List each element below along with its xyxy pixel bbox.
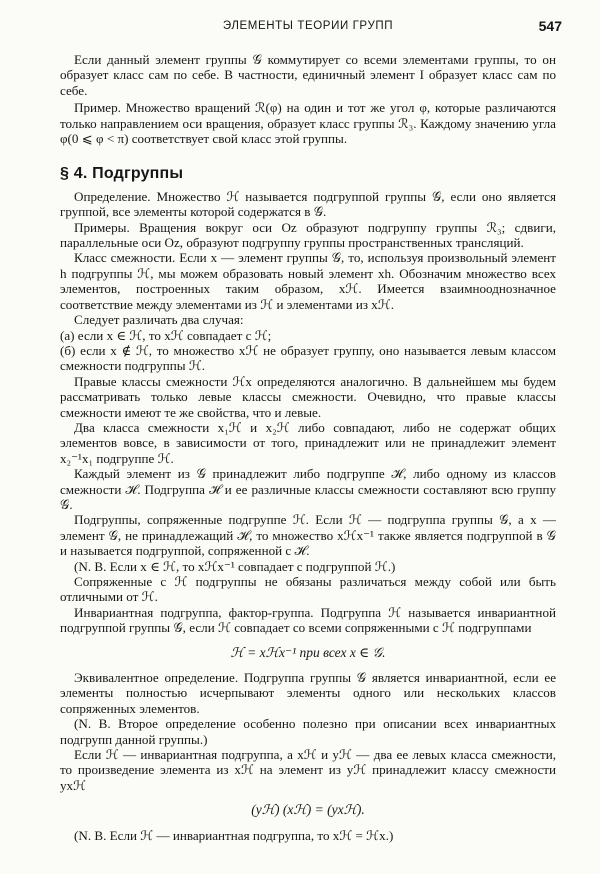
paragraph: (N. B. Второе определение особенно полезно при описании всех инвариантных подгрупп данной группы.) bbox=[60, 716, 556, 747]
paragraph: Каждый элемент из 𝒢 принадлежит либо подгруппе ℋ, либо одному из классов смежности ℋ. Подгруппа ℋ и ее различные классы смежности составляют всю группу 𝒢. bbox=[60, 466, 556, 512]
paragraph: Если ℋ — инвариантная подгруппа, а xℋ и yℋ — два ее левых класса смежности, то произведение элемента из xℋ на элемент из yℋ принадлежит классу смежности yxℋ bbox=[60, 747, 556, 793]
running-title: ЭЛЕМЕНТЫ ТЕОРИИ ГРУПП bbox=[222, 20, 394, 32]
paragraph: Сопряженные с ℋ подгруппы не обязаны различаться между собой или быть отличными от ℋ. bbox=[60, 574, 556, 605]
paragraph: Следует различать два случая: bbox=[74, 312, 244, 328]
paragraph: Примеры. Вращения вокруг оси Oz образуют подгруппу группы ℛ₃; сдвиги, параллельные оси Oz, образуют подгруппу группы пространственных трансляций. bbox=[60, 219, 556, 251]
paragraph: Эквивалентное определение. Подгруппа группы 𝒢 является инвариантной, если ее элементы полностью исчерпывают элементы одного или нескольких классов сопряженных элементов. bbox=[60, 670, 556, 716]
paragraph: Если данный элемент группы 𝒢 коммутирует со всеми элементами группы, то он образует класс сам по себе. В частности, единичный элемент I образует класс сам по себе. bbox=[60, 52, 556, 98]
formula: ℋ = xℋx⁻¹ при всех x ∈ 𝒢. bbox=[230, 644, 386, 660]
paragraph: Пример. Множество вращений ℛ(φ) на один и тот же угол φ, которые различаются только направлением оси вращения, образует класс группы ℛ₃. Каждому значению угла φ(0 ⩽ φ < π) соответствует свой класс этой группы. bbox=[60, 100, 556, 147]
paragraph: Правые классы смежности ℋx определяются аналогично. В дальнейшем мы будем рассматривать только левые классы смежности. Очевидно, что правые классы смежности имеют те же свойства, что и левые. bbox=[60, 373, 556, 420]
running-header bbox=[60, 18, 562, 40]
section-heading: § 4. Подгруппы bbox=[60, 165, 184, 183]
paragraph: (N. B. Если ℋ — инвариантная подгруппа, то xℋ = ℋx.) bbox=[74, 827, 394, 843]
paragraph: Подгруппы, сопряженные подгруппе ℋ. Если ℋ — подгруппа группы 𝒢, а x — элемент 𝒢, не принадлежащий ℋ, то множество xℋx⁻¹ также является подгруппой в 𝒢 и называется подгруппой, сопряженной с ℋ. bbox=[60, 512, 556, 559]
paragraph: (N. B. Если x ∈ ℋ, то xℋx⁻¹ совпадает с подгруппой ℋ.) bbox=[74, 558, 396, 574]
paragraph: Класс смежности. Если x — элемент группы 𝒢, то, используя произвольный элемент h подгруппы ℋ, мы можем образовать новый элемент xh. Обозначим множество всех элементов, построенных таким образом, xℋ. Имеется взаимнооднозначное соответствие между элементами из ℋ и элементами из xℋ. bbox=[60, 250, 556, 312]
formula: (yℋ) (xℋ) = (yxℋ). bbox=[251, 802, 365, 818]
paragraph: Инвариантная подгруппа, фактор-группа. Подгруппа ℋ называется инвариантной подгруппой группы 𝒢, если ℋ совпадает со всеми сопряженными с ℋ подгруппами bbox=[60, 604, 556, 636]
paragraph: Два класса смежности x₁ℋ и x₂ℋ либо совпадают, либо не содержат общих элементов вовсе, в зависимости от того, принадлежит или не принадлежит элемент x₂⁻¹x₁ подгруппе ℋ. bbox=[60, 419, 556, 466]
paragraph: (а) если x ∈ ℋ, то xℋ совпадает с ℋ; bbox=[60, 327, 272, 343]
paragraph: Определение. Множество ℋ называется подгруппой группы 𝒢, если оно является группой, все элементы которой содержатся в 𝒢. bbox=[60, 188, 556, 220]
paragraph: (б) если x ∉ ℋ, то множество xℋ не образует группу, оно называется левым классом смежности подгруппы ℋ. bbox=[60, 342, 556, 374]
page-number: 547 bbox=[538, 18, 562, 34]
page-body bbox=[60, 52, 556, 843]
